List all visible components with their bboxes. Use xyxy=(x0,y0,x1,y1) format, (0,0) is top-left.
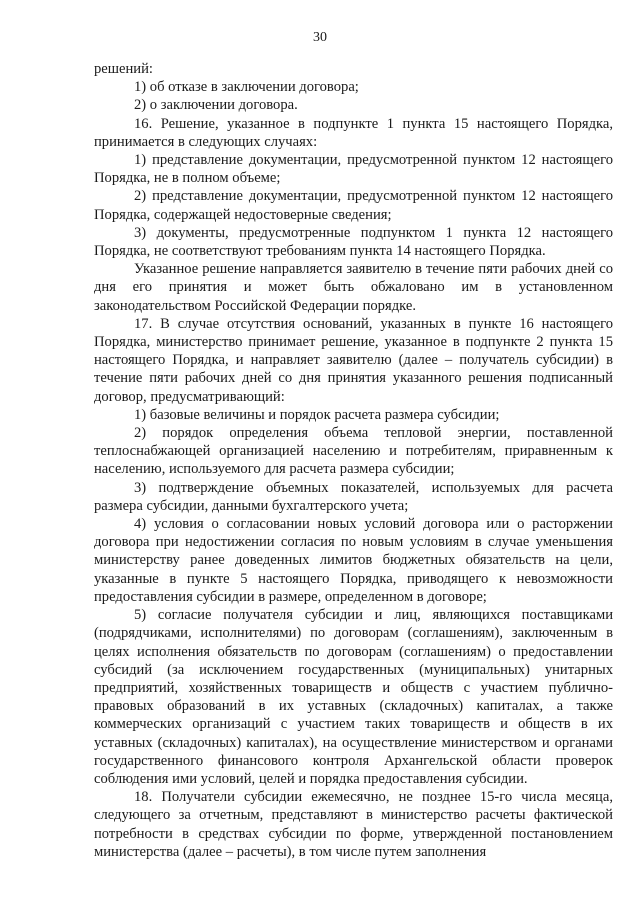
paragraph: 2) о заключении договора. xyxy=(134,97,298,114)
paragraph: 3) подтверждение объемных показателей, используемых для расчета размера субсидии, данными бухгалтерского учета; xyxy=(94,479,613,514)
document-body xyxy=(94,60,613,861)
paragraph: 3) документы, предусмотренные подпунктом 1 пункта 12 настоящего Порядка, не соответствуют требованиям пункта 14 настоящего Порядка. xyxy=(94,224,613,260)
paragraph: 4) условия о согласовании новых условий договора или о расторжении договора при недостижении согласия по новым условиям в случае уменьшения министерству ранее доведенных лимитов бюджетных обязательств на цели, указанные в пункте 5 настоящего Порядка, приводящего к невозможности предоставления субсидии в размере, определенном в договоре; xyxy=(94,516,613,605)
paragraph: решений: xyxy=(94,61,153,77)
paragraph: 1) представление документации, предусмотренной пунктом 12 настоящего Порядка, не в полном объеме; xyxy=(94,152,613,187)
paragraph: 1) об отказе в заключении договора; xyxy=(134,79,359,96)
paragraph: 17. В случае отсутствия оснований, указанных в пункте 16 настоящего Порядка, министерство принимает решение, указанное в подпункте 2 пункта 15 настоящего Порядка, и направляет заявителю (далее – получатель субсидии) в течение пяти рабочих дней со дня принятия указанного решения подписанный договор, предусматривающий: xyxy=(94,315,613,405)
paragraph: Указанное решение направляется заявителю в течение пяти рабочих дней со дня его принятия и может быть обжаловано им в установленном законодательством Российской Федерации порядке. xyxy=(94,261,613,314)
paragraph: 2) представление документации, предусмотренной пунктом 12 настоящего Порядка, содержащей недостоверные сведения; xyxy=(94,188,613,223)
paragraph: 18. Получатели субсидии ежемесячно, не позднее 15-го числа месяца, следующего за отчетным, представляют в министерство расчеты фактической потребности в средствах субсидии по форме, утвержденной постановлением министерства (далее – расчеты), в том числе путем заполнения xyxy=(94,789,613,860)
paragraph: 16. Решение, указанное в подпункте 1 пункта 15 настоящего Порядка, принимается в следующих случаях: xyxy=(94,115,613,150)
paragraph: 5) согласие получателя субсидии и лиц, являющихся поставщиками (подрядчиками, исполнителями) по договорам (соглашениям), заключенным в целях исполнения обязательств по договорам (соглашениям) о предоставлении субсидий (за исключением государственных (муниципальных) унитарных предприятий, хозяйственных товариществ и обществ с участием публично-правовых образований в их уставных (складочных) капиталах, а также коммерческих организаций с участием таких товариществ и обществ в их уставных (складочных) капиталах), на осуществление министерством и органами государственного финансового контроля Архангельской области проверок соблюдения ими условий, целей и порядка предоставления субсидии. xyxy=(94,607,613,787)
paragraph: 1) базовые величины и порядок расчета размера субсидии; xyxy=(134,406,500,423)
page-number: 30 xyxy=(313,30,327,45)
paragraph: 2) порядок определения объема тепловой энергии, поставленной теплоснабжающей организацией населению и потребителям, приравненным к населению, используемого для расчета размера субсидии; xyxy=(94,425,613,478)
